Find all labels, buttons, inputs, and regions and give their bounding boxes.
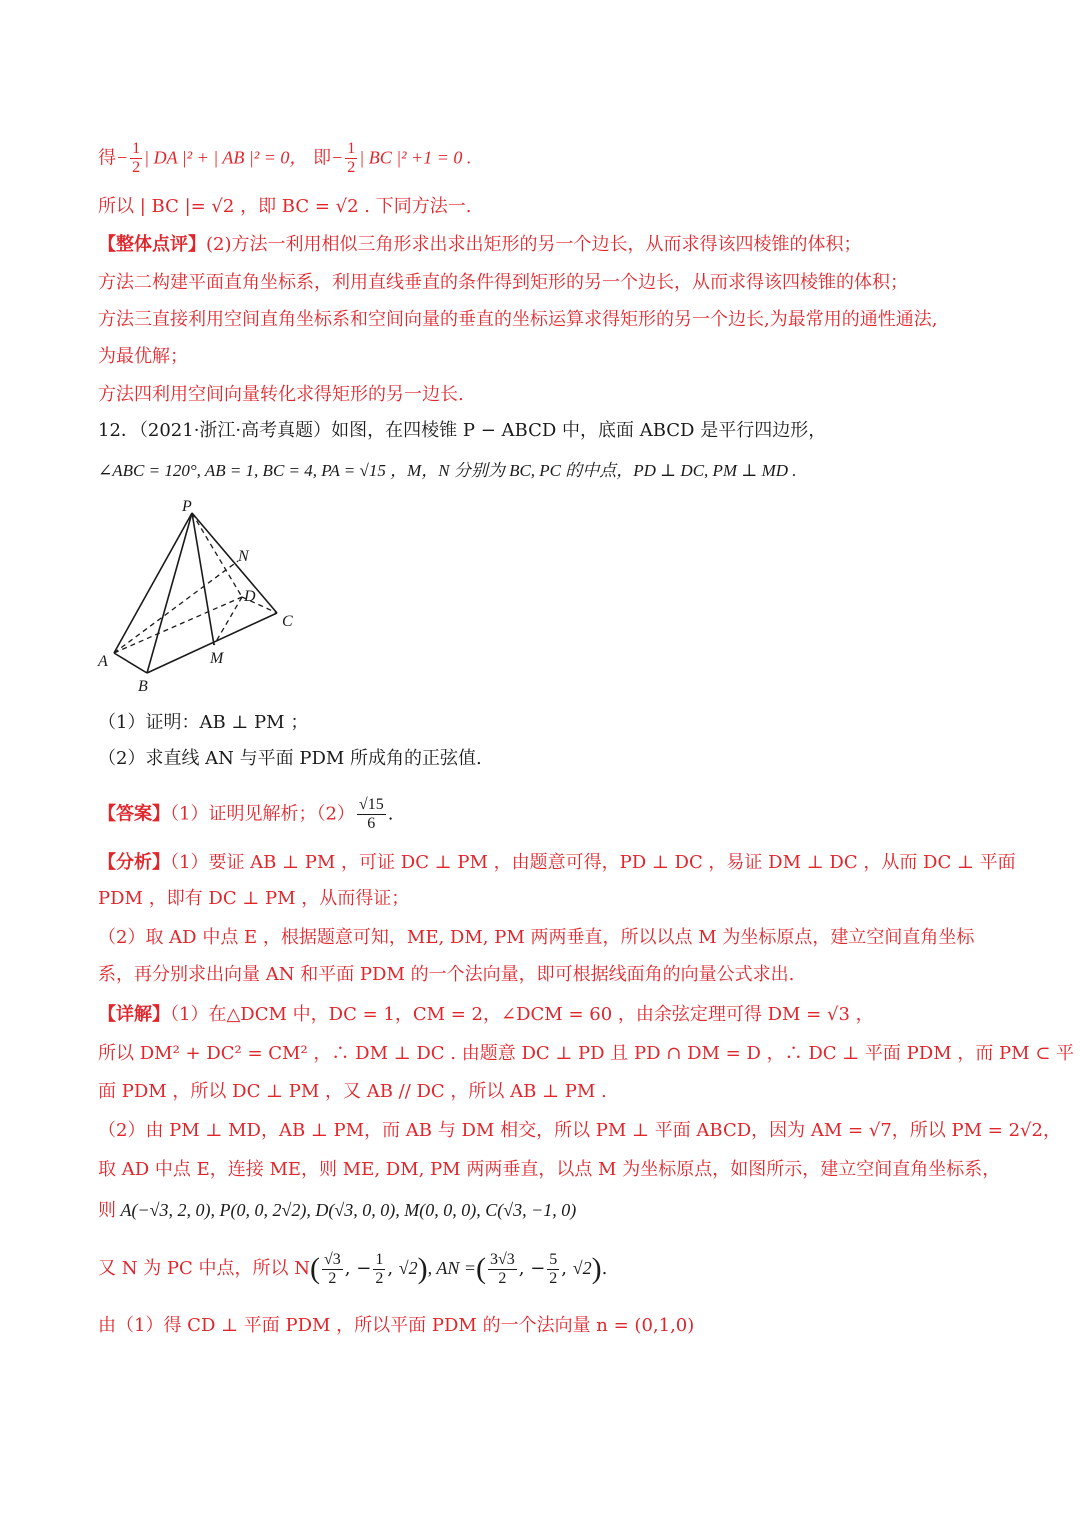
text-ji: 即: [313, 147, 332, 169]
AN-z: √2: [572, 1258, 592, 1278]
analysis-line-3: （2）取 AD 中点 E ，根据题意可知，ME, DM, PM 两两垂直，所以以点 M 为坐标原点，建立空间直角坐标: [98, 927, 975, 948]
text-line-4: 方法二构建平面直角坐标系，利用直线垂直的条件得到矩形的另一个边长，从而求得该四棱锥的体积；: [98, 272, 908, 293]
question-line-1: [98, 418, 826, 444]
detail-line-3: 面 PDM ，所以 DC ⊥ PM ，又 AB // DC ，所以 AB ⊥ PM .: [98, 1081, 607, 1102]
frac-num: 5: [549, 1250, 558, 1268]
fraction-half-2: [345, 140, 357, 177]
analysis-line-2: PDM ，即有 DC ⊥ PM ，从而得证；: [98, 888, 410, 909]
coordinates: A(−√3, 2, 0), P(0, 0, 2√2), D(√3, 0, 0), M(0, 0, 0), C(√3, −1, 0): [116, 1200, 577, 1220]
vertex-label-C: C: [282, 613, 293, 630]
frac-den: 2: [328, 1269, 337, 1287]
answer-period: .: [387, 803, 394, 825]
text-line-2: 所以 | BC |= √2 ，即 BC = √2 . 下同方法一.: [98, 196, 472, 217]
frac-den: 2: [132, 159, 141, 176]
question-line-2: ∠ABC = 120°, AB = 1, BC = 4, PA = √15 ，M，N 分别为 BC, PC 的中点，PD ⊥ DC, PM ⊥ MD .: [98, 461, 797, 480]
frac-num: 1: [375, 1250, 384, 1268]
detail-line-4: （2）由 PM ⊥ MD，AB ⊥ PM，而 AB 与 DM 相交，所以 PM ⊥ 平面 ABCD，因为 AM = √7，所以 PM = 2√2，: [98, 1120, 1061, 1141]
text-line-1: 得− $\frac{1}{2}$ | DA |² + | AB |² = 0， 即− $\frac{1}{2}$ | BC |² +1 = 0 .: [98, 140, 472, 176]
equation-2: | BC |² +1 = 0 .: [359, 147, 472, 168]
part-2-question: （2）求直线 AN 与平面 PDM 所成角的正弦值.: [98, 748, 482, 769]
N-y-fraction: [373, 1251, 385, 1288]
detail-line-6: [98, 1197, 576, 1224]
pyramid-figure: [92, 495, 312, 695]
edge-AD: [114, 597, 242, 653]
vertex-label-P: P: [182, 498, 192, 515]
tag-overall-comment: 【整体点评】: [98, 234, 206, 255]
edge-AB: [114, 653, 147, 673]
fraction-half-1: [130, 140, 142, 177]
frac-den: 2: [375, 1269, 384, 1287]
tag-detail: 【详解】: [98, 1004, 170, 1025]
analysis-line-1: [98, 850, 1016, 876]
text-ze: 则: [98, 1200, 116, 1221]
vertex-label-M: M: [210, 650, 224, 667]
frac-num: 1: [347, 140, 356, 157]
edge-PC: [192, 513, 277, 613]
AN-y-fraction: [547, 1251, 559, 1288]
text-line-3: [98, 232, 862, 258]
question-text: 如图，在四棱锥 P − ABCD 中，底面 ABCD 是平行四边形，: [331, 420, 827, 441]
frac-den: 6: [367, 815, 376, 832]
edge-PB: [147, 513, 192, 673]
edge-PA: [114, 513, 192, 653]
N-x-fraction: [322, 1251, 343, 1288]
edge-DM: [214, 597, 242, 645]
detail-line-5: 取 AD 中点 E，连接 ME，则 ME, DM, PM 两两垂直，以点 M 为坐标原点，如图所示，建立空间直角坐标系，: [98, 1159, 1001, 1180]
N-z: √2: [398, 1258, 418, 1278]
answer-fraction: [357, 796, 386, 833]
edge-PM: [192, 513, 214, 645]
vertex-label-D: D: [244, 588, 256, 605]
question-number: 12．（2021·浙江·高考真题）: [98, 420, 332, 441]
detail-line-1: [98, 1002, 874, 1028]
text-line-7: 方法四利用空间向量转化求得矩形的另一边长.: [98, 384, 464, 405]
answer-text: （1）证明见解析；（2）: [170, 803, 355, 825]
frac-num: √15: [358, 796, 384, 813]
equation-1: | DA |² + | AB |² = 0，: [144, 147, 308, 168]
AN-x-fraction: [488, 1251, 517, 1288]
answer-line: [98, 796, 393, 833]
vertex-label-N: N: [238, 548, 249, 565]
AN-label: , AN =: [427, 1258, 476, 1278]
text-de: 得: [98, 147, 116, 169]
detail-line-7: 又 N 为 PC 中点，所以 N( $\frac{√3}{2}$ , − $\frac{1}{2}$ , √2), AN =( $\frac{3√3}{2}$ , − $\frac{5}{2}$ , √2).: [98, 1250, 608, 1287]
text-line-5: 方法三直接利用空间直角坐标系和空间向量的垂直的坐标运算求得矩形的另一个边长,为最常用的通性通法,: [98, 309, 938, 330]
frac-num: 3√3: [489, 1250, 515, 1268]
detail-line-8: 由（1）得 CD ⊥ 平面 PDM ，所以平面 PDM 的一个法向量 n = (0,1,0): [98, 1315, 695, 1336]
frac-num: √3: [324, 1250, 341, 1268]
tag-analysis: 【分析】: [98, 852, 170, 873]
detail-text-1: （1）在△DCM 中，DC = 1，CM = 2，∠DCM = 60 ，由余弦定理可得 DM = √3 ，: [170, 1004, 874, 1025]
part-1-question: （1）证明：AB ⊥ PM ；: [98, 712, 309, 733]
text-line-6: 为最优解；: [98, 346, 188, 367]
vertex-label-B: B: [138, 678, 148, 695]
frac-den: 2: [347, 159, 356, 176]
text-method-1: (2)方法一利用相似三角形求出求出矩形的另一个边长，从而求得该四棱锥的体积；: [206, 234, 862, 255]
detail-line-2: 所以 DM² + DC² = CM² ，∴ DM ⊥ DC . 由题意 DC ⊥ PD 且 PD ∩ DM = D ，∴ DC ⊥ 平面 PDM ，而 PM ⊂ 平: [98, 1043, 1075, 1064]
text-N-midpoint: 又 N 为 PC 中点，所以 N: [98, 1258, 310, 1279]
frac-num: 1: [132, 140, 141, 157]
tag-answer: 【答案】: [98, 803, 170, 825]
vertex-label-A: A: [98, 653, 108, 670]
frac-den: 2: [498, 1269, 507, 1287]
analysis-text-1: （1）要证 AB ⊥ PM ，可证 DC ⊥ PM ，由题意可得，PD ⊥ DC ，易证 DM ⊥ DC ，从而 DC ⊥ 平面: [170, 852, 1016, 873]
analysis-line-4: 系，再分别求出向量 AN 和平面 PDM 的一个法向量，即可根据线面角的向量公式求出.: [98, 964, 795, 985]
frac-den: 2: [549, 1269, 558, 1287]
